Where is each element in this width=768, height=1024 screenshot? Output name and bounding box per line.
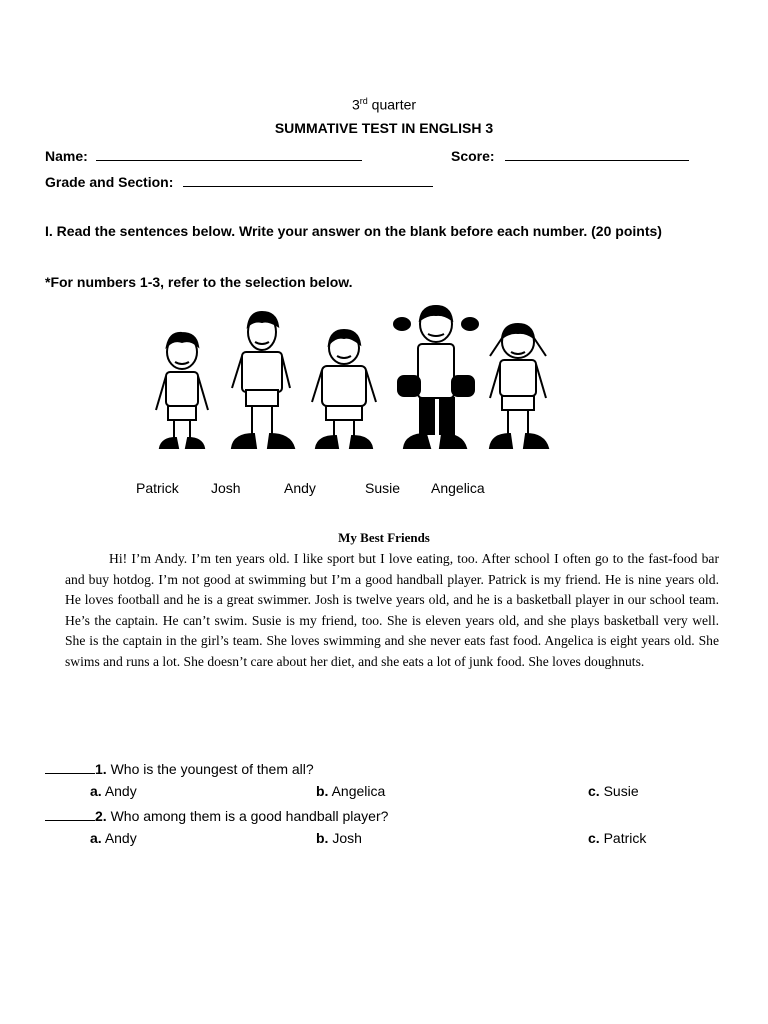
susie-figure xyxy=(394,306,478,448)
andy-figure xyxy=(312,330,376,448)
selection-note: *For numbers 1-3, refer to the selection below. xyxy=(45,274,353,290)
question-2-number: 2. xyxy=(95,808,107,824)
question-1-number: 1. xyxy=(95,761,107,777)
option-letter: a. xyxy=(90,783,102,799)
grade-section-label: Grade and Section: xyxy=(45,174,174,190)
option-letter: a. xyxy=(90,830,102,846)
character-name-patrick: Patrick xyxy=(136,480,179,496)
quarter-word: quarter xyxy=(371,96,417,113)
question-2-option-c xyxy=(588,830,646,846)
option-text: Angelica xyxy=(331,783,386,799)
character-name-andy: Andy xyxy=(284,480,316,496)
name-label: Name: xyxy=(45,148,88,164)
quarter-label xyxy=(0,96,768,113)
angelica-figure xyxy=(490,324,548,448)
option-text: Patrick xyxy=(603,830,647,846)
character-name-angelica: Angelica xyxy=(431,480,485,496)
question-2 xyxy=(45,807,388,824)
test-title: SUMMATIVE TEST IN ENGLISH 3 xyxy=(274,120,494,136)
quarter-number: 3 xyxy=(351,96,360,113)
name-blank[interactable] xyxy=(96,146,362,161)
option-letter: c. xyxy=(588,783,600,799)
answer-blank-1[interactable] xyxy=(45,760,95,774)
score-row xyxy=(451,146,689,164)
question-2-option-a xyxy=(90,830,137,846)
grade-section-blank[interactable] xyxy=(183,172,433,187)
question-2-option-b xyxy=(316,830,362,846)
score-blank[interactable] xyxy=(505,146,689,161)
story-body: Hi! I’m Andy. I’m ten years old. I like sport but I love eating, too. After school I often go to the fast-food bar and buy hotdog. I’m not good at swimming but I’m a good handball player. Patrick is my friend. He is nine years old. He loves football and he is a great swimmer. Josh is twelve years old, and he is a basketball player in our school team. He’s the captain. He can’t swim. Susie is my friend, too. She is eleven years old, and she plays basketball very well. She is the captain in the girl’s team. She loves swimming and she never eats fast food. Angelica is eight years old. She swims and runs a lot. She doesn’t care about her diet, and she eats a lot of junk food. She loves doughnuts. xyxy=(65,551,719,669)
josh-figure xyxy=(232,312,294,448)
answer-blank-2[interactable] xyxy=(45,807,95,821)
option-letter: b. xyxy=(316,830,329,846)
question-1-option-a xyxy=(90,783,137,799)
option-text: Susie xyxy=(603,783,639,799)
question-1-option-b xyxy=(316,783,385,799)
question-1-option-c xyxy=(588,783,639,799)
name-row xyxy=(45,146,362,164)
question-1-text: Who is the youngest of them all? xyxy=(110,761,314,777)
option-letter: c. xyxy=(588,830,600,846)
question-2-text: Who among them is a good handball player? xyxy=(110,808,389,824)
character-name-josh: Josh xyxy=(211,480,241,496)
score-label: Score: xyxy=(451,148,495,164)
character-name-susie: Susie xyxy=(365,480,401,496)
story-title: My Best Friends xyxy=(338,530,430,545)
option-text: Andy xyxy=(104,830,137,846)
question-1 xyxy=(45,760,314,777)
instruction-text: I. Read the sentences below. Write your answer on the blank before each number. (20 points) xyxy=(45,223,662,239)
grade-row xyxy=(45,172,433,190)
option-text: Andy xyxy=(104,783,137,799)
option-letter: b. xyxy=(316,783,329,799)
patrick-figure xyxy=(156,333,208,448)
quarter-ordinal: rd xyxy=(359,96,368,106)
children-illustration xyxy=(150,302,560,454)
option-text: Josh xyxy=(332,830,362,846)
